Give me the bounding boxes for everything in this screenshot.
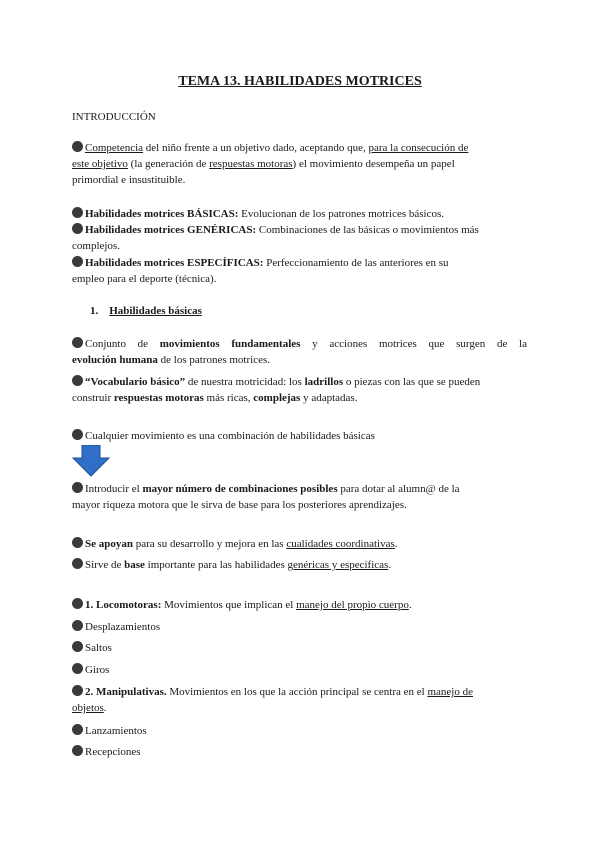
list-item: Recepciones: [72, 744, 527, 760]
vocabulario-paragraph: “Vocabulario básico” de nuestra motricidad: los ladrillos o piezas con las que se pueden construir respuestas motoras más ricas, complejas y adaptadas.: [72, 376, 481, 404]
competencia-line-3: primordial e insustituible.: [72, 174, 186, 186]
page-title: TEMA 13. HABILIDADES MOTRICES: [178, 74, 422, 89]
bullet-icon: [72, 598, 83, 609]
bullet-icon: [72, 141, 83, 152]
bullet-icon: [72, 223, 83, 234]
conjunto-paragraph: Conjunto de movimientos fundamentales y acciones motrices que surgen de la evolución humana de los patrones motrices.: [72, 338, 527, 366]
habilidades-genericas-item: Habilidades motrices GENÉRICAS: Combinaciones de las básicas o movimientos más complejos.: [72, 224, 479, 252]
bullet-icon: [72, 558, 83, 569]
sirve-item: Sirve de base importante para las habilidades genéricas y específicas.: [72, 557, 527, 573]
bullet-icon: [72, 337, 83, 348]
bullet-icon: [72, 375, 83, 386]
manipulativas-item: 2. Manipulativas. Movimientos en los que la acción principal se centra en el manejo de objetos.: [72, 686, 473, 714]
bullet-icon: [72, 207, 83, 218]
competencia-line-1: Competencia del niño frente a un objetivo dado, aceptando que, para la consecución de: [72, 140, 527, 156]
list-item: Desplazamientos: [72, 619, 527, 635]
intro-heading: INTRODUCCIÓN: [72, 111, 156, 123]
bullet-icon: [72, 745, 83, 756]
list-item: Saltos: [72, 640, 527, 656]
bullet-icon: [72, 482, 83, 493]
apoyan-item: Se apoyan para su desarrollo y mejora en las cualidades coordinativas.: [72, 536, 527, 552]
list-item: Lanzamientos: [72, 723, 527, 739]
habilidades-especificas-item: Habilidades motrices ESPECÍFICAS: Perfeccionamiento de las anteriores en su empleo para el deporte (técnica).: [72, 257, 449, 285]
bullet-icon: [72, 685, 83, 696]
introducir-paragraph: Introducir el mayor número de combinaciones posibles para dotar al alumn@ de la mayor riqueza motora que le sirva de base para los posteriores aprendizajes.: [72, 483, 460, 511]
bullet-icon: [72, 641, 83, 652]
competencia-line-2: este objetivo (la generación de respuestas motoras) el movimiento desempeña un papel: [72, 158, 455, 170]
down-arrow-icon: [72, 445, 110, 477]
bullet-icon: [72, 256, 83, 267]
habilidades-basicas-item: Habilidades motrices BÁSICAS: Evolucionan de los patrones motrices básicos.: [72, 206, 527, 222]
locomotoras-item: 1. Locomotoras: Movimientos que implican el manejo del propio cuerpo.: [72, 597, 527, 613]
bullet-icon: [72, 429, 83, 440]
bullet-icon: [72, 724, 83, 735]
bullet-icon: [72, 620, 83, 631]
list-item: Giros: [72, 662, 527, 678]
bullet-icon: [72, 663, 83, 674]
competencia-paragraph: [72, 140, 527, 188]
bullet-icon: [72, 537, 83, 548]
section-1-heading: 1. Habilidades básicas: [90, 305, 202, 317]
cualquier-item: Cualquier movimiento es una combinación de habilidades básicas: [72, 428, 527, 444]
